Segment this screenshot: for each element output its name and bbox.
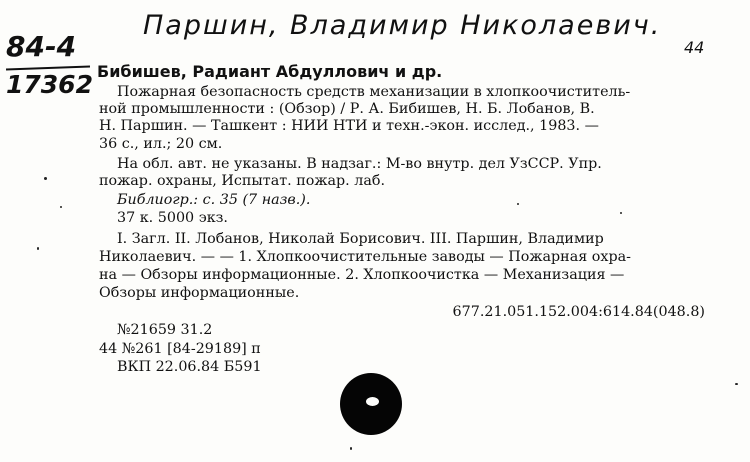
punch-hole-highlight xyxy=(366,397,379,406)
scan-speck xyxy=(44,177,47,180)
tracings-line-4: Обзоры информационные. xyxy=(99,285,300,301)
handwritten-author-name: Паршин, Владимир Николаевич. xyxy=(143,10,662,41)
scan-speck xyxy=(60,206,62,208)
scan-speck xyxy=(37,247,39,250)
bibliography-note: Библиогр.: с. 35 (7 назв.). xyxy=(117,192,311,208)
tracings-line-2: Николаевич. — — 1. Хлопкоочистительные заводы — Пожарная охра- xyxy=(99,249,631,265)
handwritten-corner-number: 44 xyxy=(684,38,705,57)
scan-speck xyxy=(517,203,519,205)
footer-registry-number: №21659 31.2 xyxy=(117,322,213,338)
card-punch-hole xyxy=(340,373,402,435)
scan-speck xyxy=(620,212,622,214)
title-line-1: Пожарная безопасность средств механизации в хлопкоочиститель- xyxy=(117,84,631,100)
card-heading-author: Бибишев, Радиант Абдуллович и др. xyxy=(97,62,443,81)
handwritten-shelfmark-bottom: 17362 xyxy=(6,70,93,99)
title-line-4: 36 с., ил.; 20 см. xyxy=(99,136,223,152)
scan-speck xyxy=(350,447,352,450)
tracings-line-3: на — Обзоры информационные. 2. Хлопкоочистка — Механизация — xyxy=(99,267,625,283)
title-line-3: Н. Паршин. — Ташкент : НИИ НТИ и техн.-экон. исслед., 1983. — xyxy=(99,118,599,134)
handwritten-shelfmark-top: 84-4 xyxy=(6,30,77,63)
note-line-1: На обл. авт. не указаны. В надзаг.: М-во внутр. дел УзССР. Упр. xyxy=(117,156,602,172)
note-line-2: пожар. охраны, Испытат. пожар. лаб. xyxy=(99,173,386,189)
footer-vkp-line: ВКП 22.06.84 Б591 xyxy=(117,359,262,375)
price-and-print-run: 37 к. 5000 экз. xyxy=(117,210,228,226)
footer-order-line: 44 №261 [84-29189] п xyxy=(99,341,261,357)
scan-speck xyxy=(735,383,738,385)
title-line-2: ной промышленности : (Обзор) / Р. А. Бибишев, Н. Б. Лобанов, В. xyxy=(99,101,595,117)
tracings-line-1: I. Загл. II. Лобанов, Николай Борисович. III. Паршин, Владимир xyxy=(117,231,604,247)
udc-classification: 677.21.051.152.004:614.84(048.8) xyxy=(452,304,705,320)
